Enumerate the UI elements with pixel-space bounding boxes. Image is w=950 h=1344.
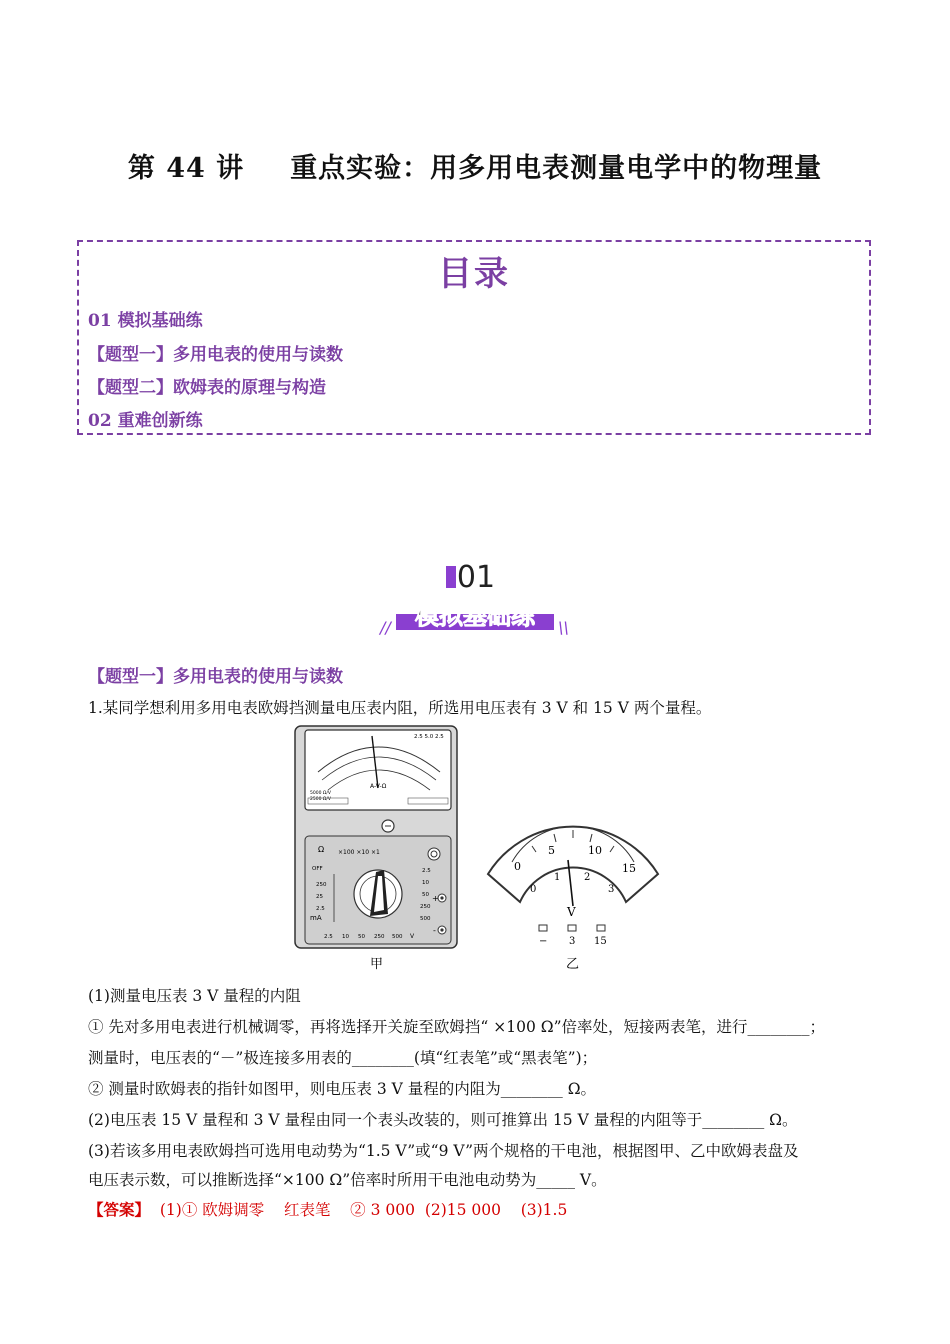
ma-range-250: 250 [316,882,327,888]
question-line-3: 测量时，电压表的“－”极连接多用表的________(填“红表笔”或“黑表笔”)； [88,1049,598,1067]
banner-slash-right: \\ [558,618,569,637]
terminal-label-minus: − [539,936,548,947]
toc-item-1[interactable]: 01 模拟基础练 [88,311,203,331]
voltmeter [488,826,658,947]
answer-line [88,1198,567,1220]
question-figure [292,724,662,974]
toc-heading: 目录 [438,254,510,294]
ma-range-25: 25 [316,894,323,900]
dial-mid-label: A-V-Ω [370,783,387,790]
v-range-500: 500 [420,916,431,922]
v-tick-bottom-3: 3 [608,884,615,895]
unit-ma: mA [310,914,322,922]
question-line-5: (2)电压表 15 V 量程和 3 V 量程由同一个表头改装的，则可推算出 15 V 量程的内阻等于________ Ω。 [88,1111,798,1129]
terminal-3v[interactable] [568,925,576,931]
plus-label: + [432,894,439,903]
answer-label: 【答案】 [88,1200,151,1219]
off-label: OFF [312,866,323,872]
v-range-2-5: 2.5 [422,868,431,874]
v-range-50: 50 [422,892,429,898]
question-stem: 1.某同学想利用多用电表欧姆挡测量电压表内阻，所选用电压表有 3 V 和 15 V 两个量程。 [88,699,712,717]
dial-top-label: 2.5 5.0 2.5 [414,734,444,740]
question-line-2: ① 先对多用电表进行机械调零，再将选择开关旋至欧姆挡“ ×100 Ω”倍率处，短接两表笔，进行________； [88,1018,826,1036]
figure-label-yi: 乙 [566,957,580,972]
v-tick-top-10: 10 [588,844,602,857]
section-heading: 【题型一】多用电表的使用与读数 [88,667,343,687]
ac-range-500: 500 [392,934,403,940]
v-tick-top-15: 15 [622,862,636,875]
v-tick-top-0: 0 [514,860,521,873]
v-tick-bottom-0: 0 [530,884,537,895]
banner-number: 01 [456,560,496,595]
toc-item-3[interactable]: 【题型二】欧姆表的原理与构造 [88,378,326,398]
ac-range-10: 10 [342,934,349,940]
v-range-250: 250 [420,904,431,910]
lecture-topic: 重点实验：用多用电表测量电学中的物理量 [290,153,823,184]
ac-range-50: 50 [358,934,365,940]
unit-v: V [410,933,415,940]
range-multipliers: ×100 ×10 ×1 [338,849,380,856]
terminal-minus[interactable] [539,925,547,931]
table-of-contents [77,240,871,435]
sensitivity-2: 2500 Ω/V [310,797,331,802]
question-line-7: 电压表示数，可以推断选择“×100 Ω”倍率时所用干电池电动势为_____ V。 [88,1171,607,1189]
lecture-number: 第 44 讲 [127,153,245,184]
v-tick-bottom-1: 1 [554,872,561,883]
ma-range-2-5: 2.5 [316,906,325,912]
v-tick-top-5: 5 [548,844,555,857]
banner-accent [446,566,456,588]
question-line-6: (3)若该多用电表欧姆挡可选用电动势为“1.5 V”或“9 V”两个规格的干电池，根据图甲、乙中欧姆表盘及 [88,1142,799,1160]
banner-slash-left: // [380,618,391,637]
page-title [0,146,950,185]
toc-item-2[interactable]: 【题型一】多用电表的使用与读数 [88,345,343,365]
minus-label: - [433,926,436,935]
ac-range-2-5: 2.5 [324,934,333,940]
section-banner [372,560,578,640]
question-line-4: ② 测量时欧姆表的指针如图甲，则电压表 3 V 量程的内阻为________ Ω。 [88,1080,597,1098]
banner-label: 模拟基础练 [415,602,535,630]
figure-label-jia: 甲 [370,957,384,972]
voltmeter-unit: V [567,905,576,919]
toc-item-4[interactable]: 02 重难创新练 [88,411,203,431]
multimeter [295,726,457,948]
terminal-label-15: 15 [594,936,607,947]
v-range-10: 10 [422,880,429,886]
answer-text: (1)① 欧姆调零 红表笔 ② 3 000 (2)15 000 (3)1.5 [150,1201,568,1219]
terminal-15v[interactable] [597,925,605,931]
omega-label: Ω [318,845,325,854]
ac-range-250: 250 [374,934,385,940]
question-line-1: (1)测量电压表 3 V 量程的内阻 [88,987,301,1005]
ohm-adjust-knob[interactable] [428,848,440,860]
v-tick-bottom-2: 2 [584,872,591,883]
terminal-label-3: 3 [569,936,576,947]
sensitivity-1: 5000 Ω/V [310,791,331,796]
